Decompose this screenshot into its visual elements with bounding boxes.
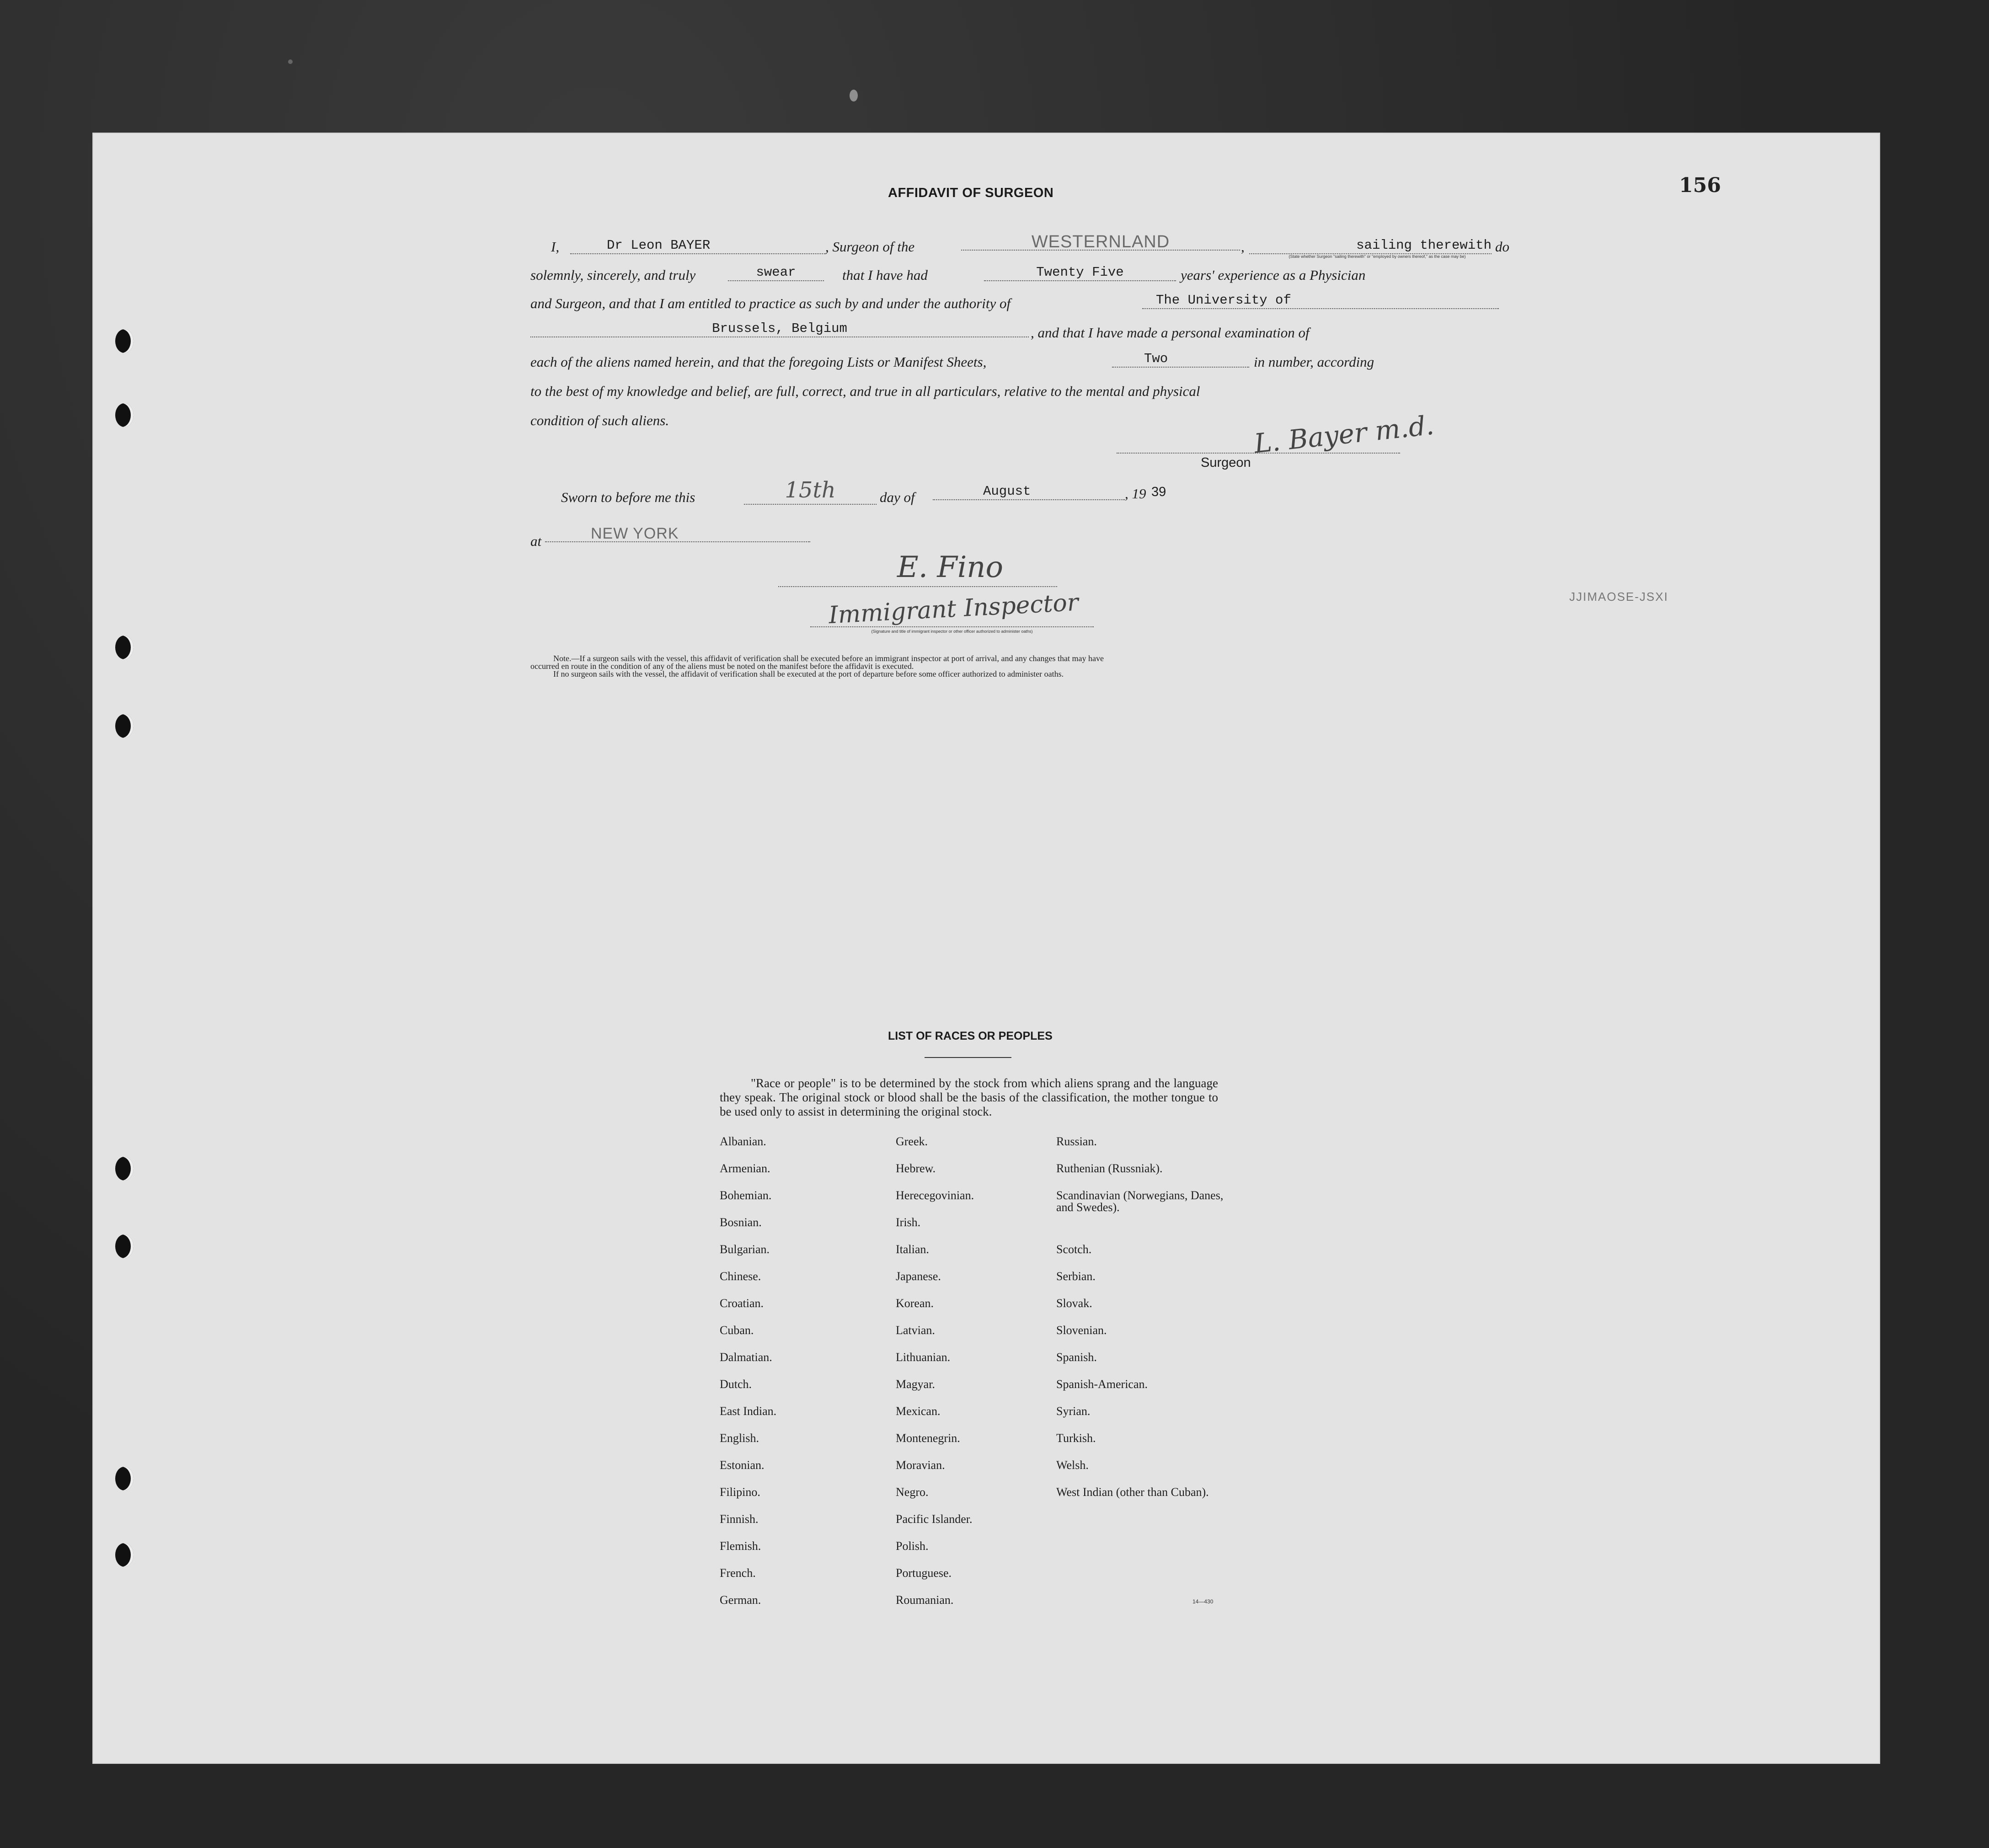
authority-field-1: The University of [1142, 293, 1499, 309]
race-item: Scotch. [1056, 1243, 1092, 1256]
race-item: Latvian. [896, 1324, 935, 1337]
race-item: Scandinavian (Norwegians, Danes, and Swedes). [1056, 1189, 1224, 1214]
text-i: I, [551, 239, 560, 255]
text-years-exp: years' experience as a Physician [1181, 267, 1366, 283]
authority-field-2: Brussels, Belgium [530, 321, 1029, 337]
race-item: Pacific Islander. [896, 1512, 973, 1526]
inspector-caption: (Signature and title of immigrant inspector or other officer authorized to administer oaths) [871, 629, 1033, 634]
race-item: Magyar. [896, 1378, 935, 1391]
race-item: Armenian. [720, 1162, 770, 1175]
race-item: English. [720, 1431, 759, 1445]
race-item: Mexican. [896, 1405, 941, 1418]
race-item: Korean. [896, 1297, 934, 1310]
form-number: 14—430 [1192, 1598, 1214, 1605]
race-item: Spanish. [1056, 1351, 1097, 1364]
race-item: Dutch. [720, 1378, 752, 1391]
note-line-2: occurred en route in the condition of any of the aliens must be noted on the manifest before the affidavit is executed. [530, 662, 914, 671]
surgeon-label: Surgeon [1201, 455, 1251, 470]
race-item: Cuban. [720, 1324, 754, 1337]
text-have-had: that I have had [842, 267, 928, 283]
text-day-of: day of [880, 489, 915, 505]
years-field: Twenty Five [984, 265, 1176, 281]
punch-hole [115, 714, 134, 738]
race-item: Polish. [896, 1539, 929, 1553]
text-solemnly: solemnly, sincerely, and truly [530, 267, 696, 283]
races-title: LIST OF RACES OR PEOPLES [888, 1030, 1053, 1042]
year-field: 39 [1151, 485, 1166, 499]
affidavit-title: AFFIDAVIT OF SURGEON [888, 186, 1054, 200]
text-personal-exam: , and that I have made a personal examination of [1031, 325, 1310, 341]
text-do: do [1495, 239, 1509, 255]
race-item: Ruthenian (Russniak). [1056, 1162, 1163, 1175]
text-at: at [530, 533, 542, 549]
race-item: Albanian. [720, 1135, 766, 1148]
surgeon-name-field: Dr Leon BAYER [570, 238, 826, 254]
text-comma: , [1241, 239, 1245, 255]
film-speck [288, 59, 293, 64]
text-and-surgeon: and Surgeon, and that I am entitled to practice as such by and under the authority of [530, 295, 1011, 311]
race-item: French. [720, 1566, 756, 1580]
race-item: Roumanian. [896, 1593, 954, 1607]
page-number: 156 [1679, 174, 1721, 197]
race-item: Turkish. [1056, 1431, 1096, 1445]
race-item: Japanese. [896, 1270, 941, 1283]
text-condition: condition of such aliens. [530, 412, 669, 428]
state-note: (State whether Surgeon "sailing therewith" or "employed by owners thereof," as the case may be) [1289, 254, 1466, 259]
side-stamp: JJIMAOSE-JSXI [1569, 590, 1668, 604]
race-item: Greek. [896, 1135, 928, 1148]
race-item: Chinese. [720, 1270, 761, 1283]
race-item: Bohemian. [720, 1189, 772, 1202]
note-line-1: Note.—If a surgeon sails with the vessel, this affidavit of verification shall be executed before an immigrant inspector at port of arrival, and any changes that may have [553, 654, 1104, 663]
race-item: Moravian. [896, 1458, 945, 1472]
races-title-rule [925, 1057, 1011, 1058]
vessel-field: WESTERNLAND [961, 234, 1240, 251]
race-item: Russian. [1056, 1135, 1097, 1148]
race-item: Montenegrin. [896, 1431, 960, 1445]
inspector-signature-line [778, 586, 1057, 587]
races-column-2 [896, 1136, 1033, 1621]
race-item: Irish. [896, 1216, 921, 1229]
race-item: Bosnian. [720, 1216, 762, 1229]
note-line-3: If no surgeon sails with the vessel, the affidavit of verification shall be executed at the port of departure before some officer authorized to administer oaths. [553, 669, 1064, 678]
punch-hole [115, 1234, 134, 1258]
race-item: Slovak. [1056, 1297, 1092, 1310]
text-year-prefix: , 19 [1125, 486, 1146, 502]
race-item: Spanish-American. [1056, 1378, 1148, 1391]
day-field: 15th [744, 476, 877, 505]
race-item: East Indian. [720, 1405, 777, 1418]
oath-field: swear [728, 265, 824, 281]
place-field: NEW YORK [545, 526, 810, 542]
race-item: Hebrew. [896, 1162, 936, 1175]
race-item: Dalmatian. [720, 1351, 772, 1364]
race-item: Lithuanian. [896, 1351, 951, 1364]
races-intro: "Race or people" is to be determined by the stock from which aliens sprang and the language they speak. The original stock or blood shall be the basis of the classification, the mother tongue to be used only to assist in determining the original stock. [720, 1076, 1218, 1118]
punch-hole [115, 329, 134, 353]
race-item: Serbian. [1056, 1270, 1096, 1283]
inspector-title: Immigrant Inspector [828, 588, 1080, 630]
race-item: Flemish. [720, 1539, 761, 1553]
text-in-number: in number, according [1254, 354, 1374, 370]
race-item: Bulgarian. [720, 1243, 770, 1256]
race-item: German. [720, 1593, 761, 1607]
film-speck [850, 90, 858, 101]
month-field: August [933, 484, 1125, 500]
punch-hole [115, 636, 134, 659]
race-item: Croatian. [720, 1297, 764, 1310]
text-best: to the best of my knowledge and belief, are full, correct, and true in all particulars, relative to the mental and physical [530, 383, 1200, 399]
text-sworn: Sworn to before me this [561, 489, 695, 505]
text-surgeon-of: , Surgeon of the [825, 239, 915, 255]
punch-hole [115, 1467, 134, 1490]
races-column-3 [1056, 1136, 1230, 1540]
sailing-field: sailing therewith [1249, 238, 1492, 254]
race-item: Herecegovinian. [896, 1189, 974, 1202]
inspector-signature: E. Fino [897, 550, 1004, 584]
text-each-alien: each of the aliens named herein, and that the foregoing Lists or Manifest Sheets, [530, 354, 987, 370]
race-item: Negro. [896, 1485, 929, 1499]
document-page [92, 133, 1880, 1764]
race-item: Estonian. [720, 1458, 765, 1472]
punch-hole [115, 403, 134, 427]
inspector-title-line [810, 626, 1094, 627]
race-item: Slovenian. [1056, 1324, 1107, 1337]
race-item: West Indian (other than Cuban). [1056, 1485, 1209, 1499]
race-item: Filipino. [720, 1485, 760, 1499]
punch-hole [115, 1543, 134, 1567]
races-column-1 [720, 1136, 857, 1621]
race-item: Welsh. [1056, 1458, 1089, 1472]
race-item: Portuguese. [896, 1566, 952, 1580]
race-item: Italian. [896, 1243, 929, 1256]
race-item: Finnish. [720, 1512, 759, 1526]
punch-hole [115, 1157, 134, 1180]
sheets-field: Two [1112, 351, 1249, 368]
race-item: Syrian. [1056, 1405, 1091, 1418]
surgeon-signature: L. Bayer m.d. [1252, 409, 1436, 459]
